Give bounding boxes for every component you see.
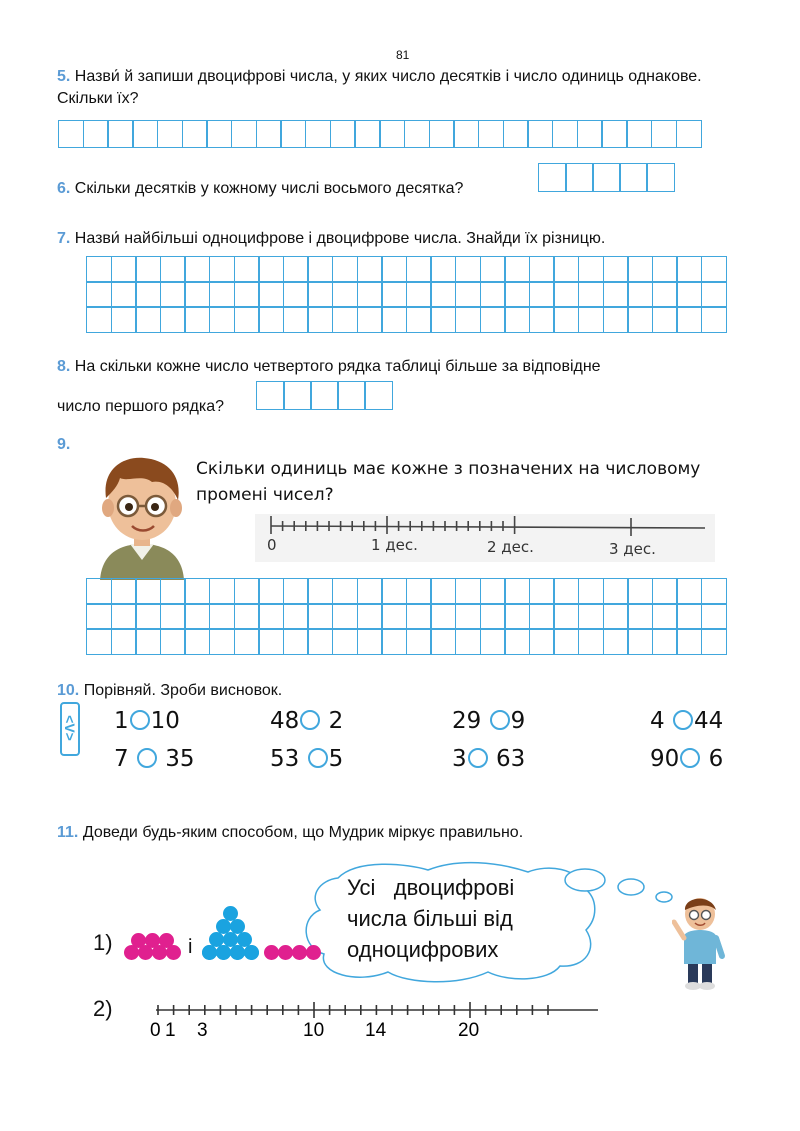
answer-cell[interactable]	[627, 578, 653, 605]
answer-cell[interactable]	[160, 306, 186, 333]
answer-cell[interactable]	[86, 578, 112, 605]
task-7-text: Назви́ найбільші одноцифрове і двоцифрове числа. Знайди їх різницю.	[74, 230, 606, 247]
compare-circle[interactable]	[137, 748, 157, 768]
answer-cell[interactable]	[652, 306, 678, 333]
counting-bead	[306, 945, 321, 960]
task-6-number: 6.	[57, 180, 71, 197]
answer-cell[interactable]	[651, 120, 677, 148]
answer-cell[interactable]	[701, 281, 727, 308]
answer-cell[interactable]	[455, 256, 481, 283]
compare-pair-7: 3 63	[452, 746, 526, 772]
answer-cell[interactable]	[132, 120, 158, 148]
answer-cell[interactable]	[603, 256, 629, 283]
answer-cell[interactable]	[135, 281, 161, 308]
answer-cell[interactable]	[578, 628, 604, 655]
task-9-answer-grid[interactable]	[86, 578, 726, 653]
answer-cell[interactable]	[455, 578, 481, 605]
answer-cell[interactable]	[480, 306, 506, 333]
answer-cell[interactable]	[364, 381, 393, 410]
compare-pair-4: 4 44	[650, 708, 724, 734]
answer-cell[interactable]	[160, 628, 186, 655]
answer-cell[interactable]	[455, 603, 481, 630]
answer-cell[interactable]	[307, 628, 333, 655]
answer-cell[interactable]	[107, 120, 133, 148]
counting-bead	[131, 933, 146, 948]
item-1-label: 1)	[93, 930, 113, 955]
answer-cell[interactable]	[111, 603, 137, 630]
ray11-label-3: 3	[197, 1020, 208, 1041]
answer-cell[interactable]	[337, 381, 366, 410]
answer-cell[interactable]	[676, 120, 702, 148]
answer-cell[interactable]	[160, 578, 186, 605]
answer-cell[interactable]	[577, 120, 603, 148]
answer-cell[interactable]	[676, 603, 702, 630]
task-6-answer-cells[interactable]	[538, 163, 673, 190]
answer-cell[interactable]	[209, 306, 235, 333]
answer-cell[interactable]	[381, 281, 407, 308]
answer-cell[interactable]	[307, 603, 333, 630]
answer-cell[interactable]	[652, 603, 678, 630]
bubble-line-1: Усі двоцифрові	[347, 875, 515, 900]
answer-cell[interactable]	[157, 120, 183, 148]
counting-bead	[244, 945, 259, 960]
answer-cell[interactable]	[209, 256, 235, 283]
task-5-answer-cells[interactable]	[58, 120, 700, 146]
counting-bead	[159, 933, 174, 948]
compare-pair-6: 53 5	[270, 746, 344, 772]
answer-cell[interactable]	[652, 628, 678, 655]
compare-pair-8: 90 6	[650, 746, 724, 772]
counting-bead	[230, 945, 245, 960]
answer-cell[interactable]	[184, 306, 210, 333]
answer-cell[interactable]	[283, 381, 312, 410]
compare-circle[interactable]	[468, 748, 488, 768]
answer-cell[interactable]	[332, 306, 358, 333]
answer-cell[interactable]	[209, 628, 235, 655]
answer-cell[interactable]	[135, 628, 161, 655]
answer-cell[interactable]	[453, 120, 479, 148]
answer-cell[interactable]	[160, 603, 186, 630]
bubble-line-2: числа більші від	[347, 906, 513, 931]
answer-cell[interactable]	[652, 281, 678, 308]
answer-cell[interactable]	[209, 281, 235, 308]
answer-cell[interactable]	[256, 120, 282, 148]
answer-cell[interactable]	[381, 306, 407, 333]
answer-cell[interactable]	[529, 603, 555, 630]
compare-pair-2: 48 2	[270, 708, 344, 734]
answer-cell[interactable]	[332, 256, 358, 283]
task-10-number: 10.	[57, 682, 80, 699]
answer-cell[interactable]	[357, 281, 383, 308]
answer-cell[interactable]	[455, 281, 481, 308]
answer-cell[interactable]	[529, 578, 555, 605]
answer-cell[interactable]	[357, 306, 383, 333]
answer-cell[interactable]	[234, 281, 260, 308]
answer-cell[interactable]	[578, 256, 604, 283]
answer-cell[interactable]	[307, 578, 333, 605]
task-9-text: Скільки одиниць має кожне з позначених на числовому промені чисел?	[196, 459, 701, 505]
answer-cell[interactable]	[357, 256, 383, 283]
answer-cell[interactable]	[234, 306, 260, 333]
answer-cell[interactable]	[258, 281, 284, 308]
answer-cell[interactable]	[553, 256, 579, 283]
answer-cell[interactable]	[553, 281, 579, 308]
ray-label-1-dec: 1 дес.	[371, 536, 418, 554]
compare-badge-text: <V>	[62, 715, 78, 741]
answer-cell[interactable]	[578, 306, 604, 333]
answer-cell[interactable]	[455, 628, 481, 655]
task-5-number: 5.	[57, 68, 71, 85]
compare-circle[interactable]	[308, 748, 328, 768]
answer-cell[interactable]	[111, 306, 137, 333]
answer-cell[interactable]	[480, 281, 506, 308]
answer-cell[interactable]	[111, 628, 137, 655]
answer-cell[interactable]	[234, 603, 260, 630]
answer-cell[interactable]	[406, 306, 432, 333]
answer-cell[interactable]	[565, 163, 594, 192]
answer-cell[interactable]	[184, 281, 210, 308]
task-7-answer-grid[interactable]	[86, 256, 726, 331]
answer-cell[interactable]	[406, 281, 432, 308]
answer-cell[interactable]	[381, 256, 407, 283]
task-6-text: Скільки десятків у кожному числі восьмого десятка?	[74, 180, 464, 197]
answer-cell[interactable]	[83, 120, 109, 148]
boy-illustration	[92, 452, 192, 580]
answer-cell[interactable]	[601, 120, 627, 148]
answer-cell[interactable]	[58, 120, 84, 148]
answer-cell[interactable]	[676, 578, 702, 605]
answer-cell[interactable]	[627, 306, 653, 333]
answer-cell[interactable]	[258, 306, 284, 333]
compare-pair-5: 7 35	[114, 746, 195, 772]
task-9-number: 9.	[57, 436, 71, 453]
answer-cell[interactable]	[332, 603, 358, 630]
answer-cell[interactable]	[160, 256, 186, 283]
answer-cell[interactable]	[430, 306, 456, 333]
answer-cell[interactable]	[701, 256, 727, 283]
answer-cell[interactable]	[332, 628, 358, 655]
answer-cell[interactable]	[529, 256, 555, 283]
counting-bead	[278, 945, 293, 960]
answer-cell[interactable]	[603, 306, 629, 333]
bubble-text	[347, 872, 514, 965]
ray11-label-1: 1	[165, 1020, 176, 1041]
counting-bead	[202, 945, 217, 960]
ray11-label-14: 14	[365, 1020, 387, 1041]
task-11	[57, 822, 523, 844]
ray11-label-20: 20	[458, 1020, 480, 1041]
answer-cell[interactable]	[455, 306, 481, 333]
answer-cell[interactable]	[354, 120, 380, 148]
compare-pair-3: 29 9	[452, 708, 526, 734]
answer-cell[interactable]	[619, 163, 648, 192]
answer-cell[interactable]	[184, 578, 210, 605]
answer-cell[interactable]	[553, 628, 579, 655]
answer-cell[interactable]	[332, 281, 358, 308]
answer-cell[interactable]	[553, 578, 579, 605]
task-7-number: 7.	[57, 230, 71, 247]
task-7	[57, 228, 605, 250]
answer-cell[interactable]	[552, 120, 578, 148]
task-11-number: 11.	[57, 824, 79, 841]
answer-cell[interactable]	[701, 306, 727, 333]
answer-cell[interactable]	[206, 120, 232, 148]
compare-circle[interactable]	[130, 710, 150, 730]
counting-bead	[264, 945, 279, 960]
answer-cell[interactable]	[184, 603, 210, 630]
answer-cell[interactable]	[310, 381, 339, 410]
answer-cell[interactable]	[86, 256, 112, 283]
answer-cell[interactable]	[701, 578, 727, 605]
answer-cell[interactable]	[430, 578, 456, 605]
answer-cell[interactable]	[283, 256, 309, 283]
answer-cell[interactable]	[578, 578, 604, 605]
answer-cell[interactable]	[430, 281, 456, 308]
compare-circle[interactable]	[680, 748, 700, 768]
answer-cell[interactable]	[603, 281, 629, 308]
answer-cell[interactable]	[86, 306, 112, 333]
answer-cell[interactable]	[603, 603, 629, 630]
answer-cell[interactable]	[111, 578, 137, 605]
task-5	[57, 66, 747, 110]
answer-cell[interactable]	[135, 578, 161, 605]
answer-cell[interactable]	[480, 256, 506, 283]
answer-cell[interactable]	[357, 628, 383, 655]
task-8-line1: На скільки кожне число четвертого рядка таблиці більше за відповідне	[74, 358, 601, 375]
answer-cell[interactable]	[529, 281, 555, 308]
answer-cell[interactable]	[184, 256, 210, 283]
answer-cell[interactable]	[529, 306, 555, 333]
task-10-text: Порівняй. Зроби висновок.	[83, 682, 283, 699]
answer-cell[interactable]	[430, 603, 456, 630]
item-2-label: 2)	[93, 996, 113, 1021]
answer-cell[interactable]	[258, 256, 284, 283]
answer-cell[interactable]	[332, 578, 358, 605]
compare-circle[interactable]	[300, 710, 320, 730]
answer-cell[interactable]	[504, 256, 530, 283]
answer-cell[interactable]	[86, 281, 112, 308]
answer-cell[interactable]	[357, 603, 383, 630]
answer-cell[interactable]	[307, 281, 333, 308]
answer-cell[interactable]	[538, 163, 567, 192]
answer-cell[interactable]	[603, 628, 629, 655]
conjunction-i: і	[188, 936, 193, 958]
counting-bead	[292, 945, 307, 960]
compare-circle[interactable]	[673, 710, 693, 730]
answer-cell[interactable]	[406, 628, 432, 655]
beads-group	[124, 904, 324, 964]
answer-cell[interactable]	[701, 628, 727, 655]
answer-cell[interactable]	[626, 120, 652, 148]
answer-cell[interactable]	[231, 120, 257, 148]
answer-cell[interactable]	[676, 256, 702, 283]
answer-cell[interactable]	[553, 306, 579, 333]
answer-cell[interactable]	[676, 306, 702, 333]
answer-cell[interactable]	[480, 628, 506, 655]
answer-cell[interactable]	[258, 603, 284, 630]
answer-cell[interactable]	[86, 603, 112, 630]
answer-cell[interactable]	[234, 578, 260, 605]
answer-cell[interactable]	[504, 306, 530, 333]
ray11-label-0: 0	[150, 1020, 161, 1041]
answer-cell[interactable]	[209, 578, 235, 605]
answer-cell[interactable]	[578, 603, 604, 630]
answer-cell[interactable]	[430, 256, 456, 283]
answer-cell[interactable]	[283, 578, 309, 605]
answer-cell[interactable]	[553, 603, 579, 630]
answer-cell[interactable]	[357, 578, 383, 605]
answer-cell[interactable]	[627, 628, 653, 655]
answer-cell[interactable]	[135, 306, 161, 333]
answer-cell[interactable]	[307, 256, 333, 283]
answer-cell[interactable]	[504, 628, 530, 655]
ray-label-0: 0	[267, 536, 277, 554]
answer-cell[interactable]	[652, 578, 678, 605]
task-8-number: 8.	[57, 358, 71, 375]
answer-cell[interactable]	[406, 256, 432, 283]
answer-cell[interactable]	[283, 281, 309, 308]
answer-cell[interactable]	[307, 306, 333, 333]
answer-cell[interactable]	[283, 628, 309, 655]
compare-circle[interactable]	[490, 710, 510, 730]
answer-cell[interactable]	[234, 256, 260, 283]
answer-cell[interactable]	[258, 628, 284, 655]
counting-bead	[145, 933, 160, 948]
answer-cell[interactable]	[111, 256, 137, 283]
answer-cell[interactable]	[135, 256, 161, 283]
answer-cell[interactable]	[111, 281, 137, 308]
answer-cell[interactable]	[578, 281, 604, 308]
page-number: 81	[396, 48, 410, 62]
answer-cell[interactable]	[280, 120, 306, 148]
mudryk-illustration	[672, 892, 728, 990]
answer-cell[interactable]	[256, 381, 285, 410]
bubble-line-3: одноцифрових	[347, 937, 499, 962]
task-9-number-ray	[255, 512, 715, 562]
answer-cell[interactable]	[480, 578, 506, 605]
answer-cell[interactable]	[676, 628, 702, 655]
answer-cell[interactable]	[676, 281, 702, 308]
answer-cell[interactable]	[209, 603, 235, 630]
answer-cell[interactable]	[381, 628, 407, 655]
answer-cell[interactable]	[529, 628, 555, 655]
compare-pair-1: 1 10	[114, 708, 180, 734]
task-8-line2: число першого рядка?	[57, 398, 225, 415]
answer-cell[interactable]	[603, 578, 629, 605]
task-5-text: Назви́ й запиши двоцифрові числа, у яких число десятків і число одиниць однакове. Скільки їх?	[57, 68, 702, 107]
ray-label-3-dec: 3 дес.	[609, 540, 656, 558]
answer-cell[interactable]	[305, 120, 331, 148]
answer-cell[interactable]	[430, 628, 456, 655]
ray-label-2-dec: 2 дес.	[487, 538, 534, 556]
task-8	[57, 356, 601, 378]
answer-cell[interactable]	[646, 163, 675, 192]
answer-cell[interactable]	[182, 120, 208, 148]
answer-cell[interactable]	[379, 120, 405, 148]
ray11-label-10: 10	[303, 1020, 325, 1041]
task-11-number-ray	[150, 1000, 610, 1046]
answer-cell[interactable]	[627, 603, 653, 630]
compare-badge	[60, 702, 80, 756]
answer-cell[interactable]	[504, 603, 530, 630]
answer-cell[interactable]	[503, 120, 529, 148]
answer-cell[interactable]	[381, 578, 407, 605]
answer-cell[interactable]	[330, 120, 356, 148]
answer-cell[interactable]	[234, 628, 260, 655]
answer-cell[interactable]	[592, 163, 621, 192]
counting-bead	[216, 945, 231, 960]
answer-cell[interactable]	[527, 120, 553, 148]
answer-cell[interactable]	[160, 281, 186, 308]
answer-cell[interactable]	[404, 120, 430, 148]
answer-cell[interactable]	[429, 120, 455, 148]
answer-cell[interactable]	[627, 256, 653, 283]
answer-cell[interactable]	[701, 603, 727, 630]
answer-cell[interactable]	[406, 578, 432, 605]
task-8-answer-cells[interactable]	[256, 381, 391, 408]
task-10	[57, 680, 282, 702]
task-6	[57, 178, 463, 200]
answer-cell[interactable]	[258, 578, 284, 605]
answer-cell[interactable]	[627, 281, 653, 308]
answer-cell[interactable]	[283, 306, 309, 333]
answer-cell[interactable]	[381, 603, 407, 630]
answer-cell[interactable]	[504, 281, 530, 308]
answer-cell[interactable]	[504, 578, 530, 605]
answer-cell[interactable]	[406, 603, 432, 630]
answer-cell[interactable]	[283, 603, 309, 630]
answer-cell[interactable]	[184, 628, 210, 655]
answer-cell[interactable]	[478, 120, 504, 148]
answer-cell[interactable]	[480, 603, 506, 630]
task-11-text: Доведи будь-яким способом, що Мудрик міркує правильно.	[82, 824, 524, 841]
answer-cell[interactable]	[135, 603, 161, 630]
answer-cell[interactable]	[86, 628, 112, 655]
answer-cell[interactable]	[652, 256, 678, 283]
